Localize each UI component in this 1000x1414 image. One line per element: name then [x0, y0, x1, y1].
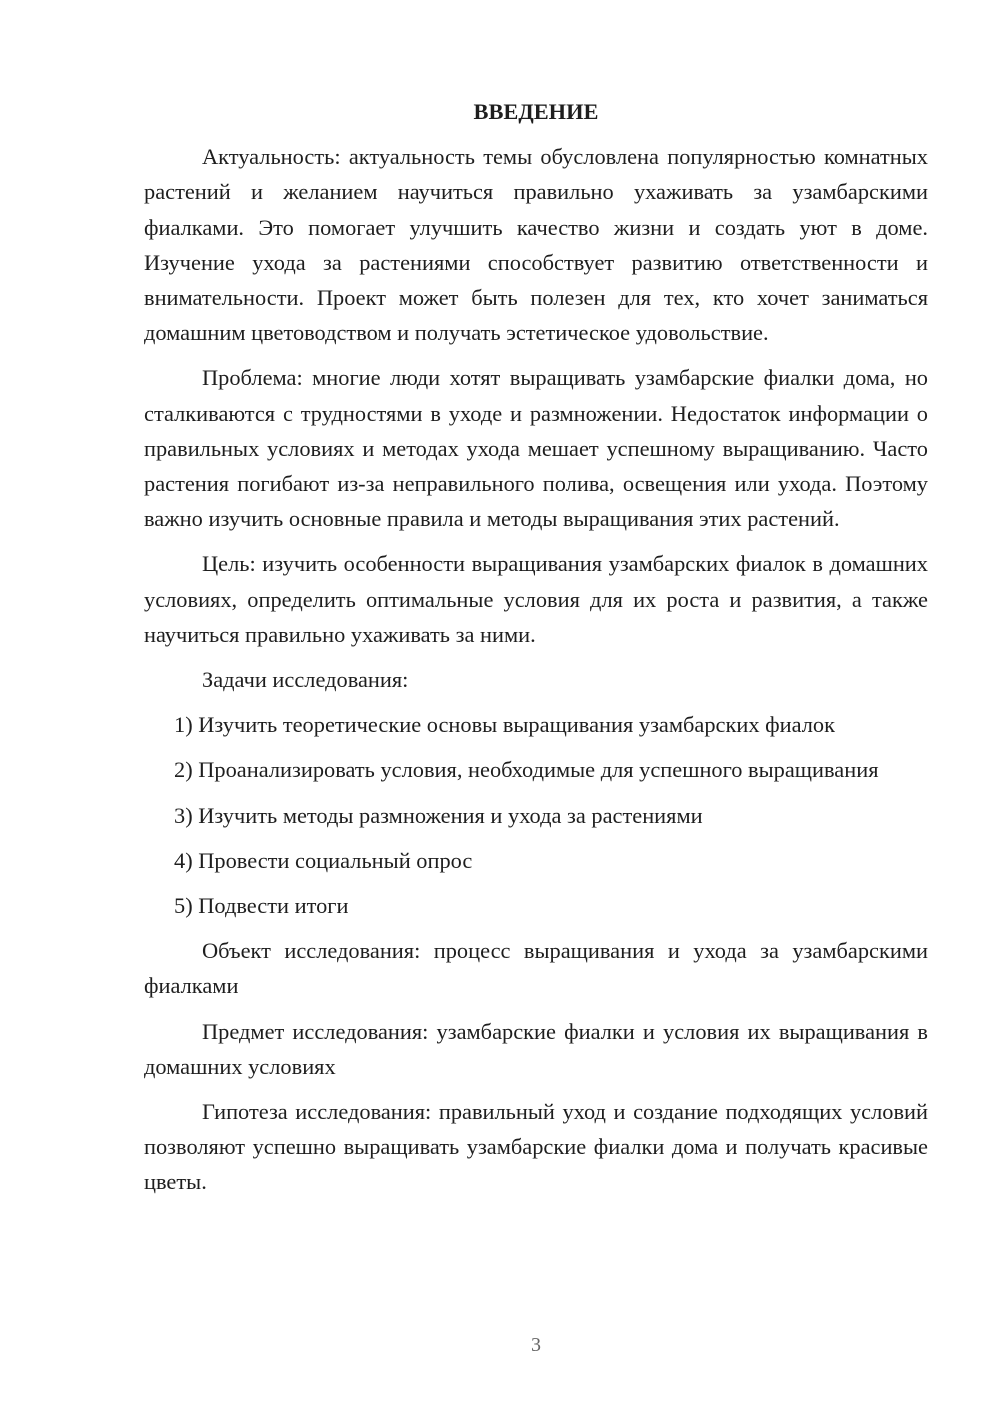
hypothesis-paragraph: Гипотеза исследования: правильный уход и создание подходящих условий позволяют успешно выращивать узамбарские фиалки дома и получать красивые цветы. — [144, 1099, 928, 1195]
task-item-4: 4) Провести социальный опрос — [174, 847, 473, 873]
goal-paragraph: Цель: изучить особенности выращивания узамбарских фиалок в домашних условиях, определить оптимальные условия для их роста и развития, а также научиться правильно ухаживать за ними. — [144, 551, 928, 647]
relevance-paragraph: Актуальность: актуальность темы обусловлена популярностью комнатных растений и желанием научиться правильно ухаживать за узамбарскими фиалками. Это помогает улучшить качество жизни и создать уют в доме. Изучение ухода за растениями способствует развитию ответственности и внимательности. Проект может быть полезен для тех, кто хочет заниматься домашним цветоводством и получать эстетическое удовольствие. — [144, 144, 928, 346]
object-paragraph: Объект исследования: процесс выращивания и ухода за узамбарскими фиалками — [144, 938, 928, 999]
page-number: 3 — [531, 1334, 541, 1356]
section-title: ВВЕДЕНИЕ — [473, 99, 599, 124]
tasks-heading: Задачи исследования: — [202, 667, 409, 693]
task-item-2: 2) Проанализировать условия, необходимые для успешного выращивания — [174, 757, 879, 783]
subject-paragraph: Предмет исследования: узамбарские фиалки и условия их выращивания в домашних условиях — [144, 1018, 928, 1079]
task-item-3: 3) Изучить методы размножения и ухода за растениями — [174, 802, 703, 828]
task-item-5: 5) Подвести итоги — [174, 893, 349, 919]
problem-paragraph: Проблема: многие люди хотят выращивать узамбарские фиалки дома, но сталкиваются с трудностями в уходе и размножении. Недостаток информации о правильных условиях и методах ухода мешает успешному выращиванию. Часто растения погибают из-за неправильного полива, освещения или ухода. Поэтому важно изучить основные правила и методы выращивания этих растений. — [144, 365, 928, 532]
document-page — [144, 94, 928, 1210]
task-item-1: 1) Изучить теоретические основы выращивания узамбарских фиалок — [174, 712, 836, 738]
